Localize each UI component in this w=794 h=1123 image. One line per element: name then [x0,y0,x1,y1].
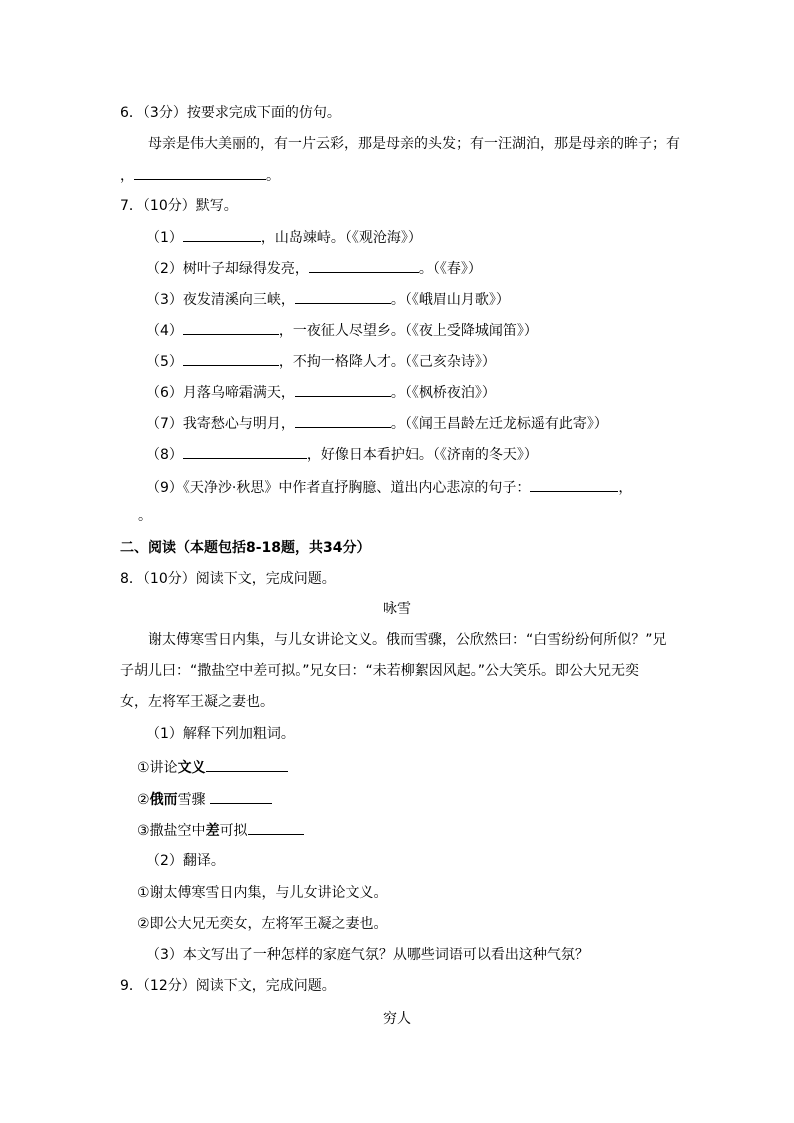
answer-blank[interactable] [183,227,261,242]
q8-passage-line1: 谢太傅寒雪日内集，与儿女讲论文义。俄而雪骤，公欣然曰：“白雪纷纷何所似？”兄 [148,632,667,648]
q9-passage-title: 穷人 [383,1011,411,1027]
q7-header: 7．（10分）默写。 [120,198,238,214]
q8-sub1-item2: ②俄而雪骤 [137,789,272,809]
q8-passage-line3: 女，左将军王凝之妻也。 [120,694,274,710]
answer-blank[interactable] [206,757,288,772]
q7-item-2: （2）树叶子却绿得发亮， 。（《春》） [146,258,482,278]
q7-item-9-tail: 。 [138,508,152,524]
q8-sub1-item1: ①讲论文义 [137,757,288,777]
q6-header: 6．（3分）按要求完成下面的仿句。 [120,105,341,121]
answer-blank[interactable] [183,351,279,366]
q6-body-line1: 母亲是伟大美丽的，有一片云彩，那是母亲的头发；有一汪湖泊，那是母亲的眸子；有 [148,136,680,152]
section-title: 二、阅读（本题包括8-18题，共34分） [120,540,371,556]
q8-sub1: （1）解释下列加粗词。 [146,726,295,742]
q7-item-4: （4） ，一夜征人尽望乡。（《夜上受降城闻笛》） [146,320,538,340]
q8-passage-line2: 子胡儿曰：“撒盐空中差可拟。”兄女曰：“未若柳絮因风起。”公大笑乐。即公大兄无奕 [120,663,640,679]
answer-blank[interactable] [210,789,272,804]
q8-sub1-item3: ③撒盐空中差可拟 [137,820,304,840]
answer-blank[interactable] [309,258,419,273]
q8-sub2-item1: ①谢太傅寒雪日内集，与儿女讲论文义。 [137,885,388,901]
q7-item-1: （1） ，山岛竦峙。（《观沧海》） [146,227,422,247]
answer-blank[interactable] [295,382,391,397]
q7-item-3: （3）夜发清溪向三峡， 。（《峨眉山月歌》） [146,289,510,309]
answer-blank[interactable] [183,444,307,459]
q7-item-8: （8） ，好像日本看护妇。（《济南的冬天》） [146,444,538,464]
q8-sub2-item2: ②即公大兄无奕女，左将军王凝之妻也。 [137,916,388,932]
q7-item-5: （5） ，不拘一格降人才。（《己亥杂诗》） [146,351,496,371]
q7-item-9: （9）《天净沙·秋思》中作者直抒胸臆、道出内心悲凉的句子： ， [146,477,632,497]
answer-blank[interactable] [134,165,266,180]
q7-item-6: （6）月落乌啼霜满天， 。（《枫桥夜泊》） [146,382,496,402]
q8-sub3: （3）本文写出了一种怎样的家庭气氛？从哪些词语可以看出这种气氛？ [146,947,589,963]
q8-passage-title: 咏雪 [383,601,411,617]
q8-header: 8．（10分）阅读下文，完成问题。 [120,571,336,587]
answer-blank[interactable] [183,320,279,335]
q8-sub2: （2）翻译。 [146,853,225,869]
q7-item-7: （7）我寄愁心与明月， 。（《闻王昌龄左迁龙标遥有此寄》） [146,413,608,433]
q6-body-line2: ， 。 [120,165,280,185]
answer-blank[interactable] [530,477,618,492]
answer-blank[interactable] [295,413,391,428]
q9-header: 9．（12分）阅读下文，完成问题。 [120,978,336,994]
answer-blank[interactable] [248,820,304,835]
answer-blank[interactable] [295,289,391,304]
